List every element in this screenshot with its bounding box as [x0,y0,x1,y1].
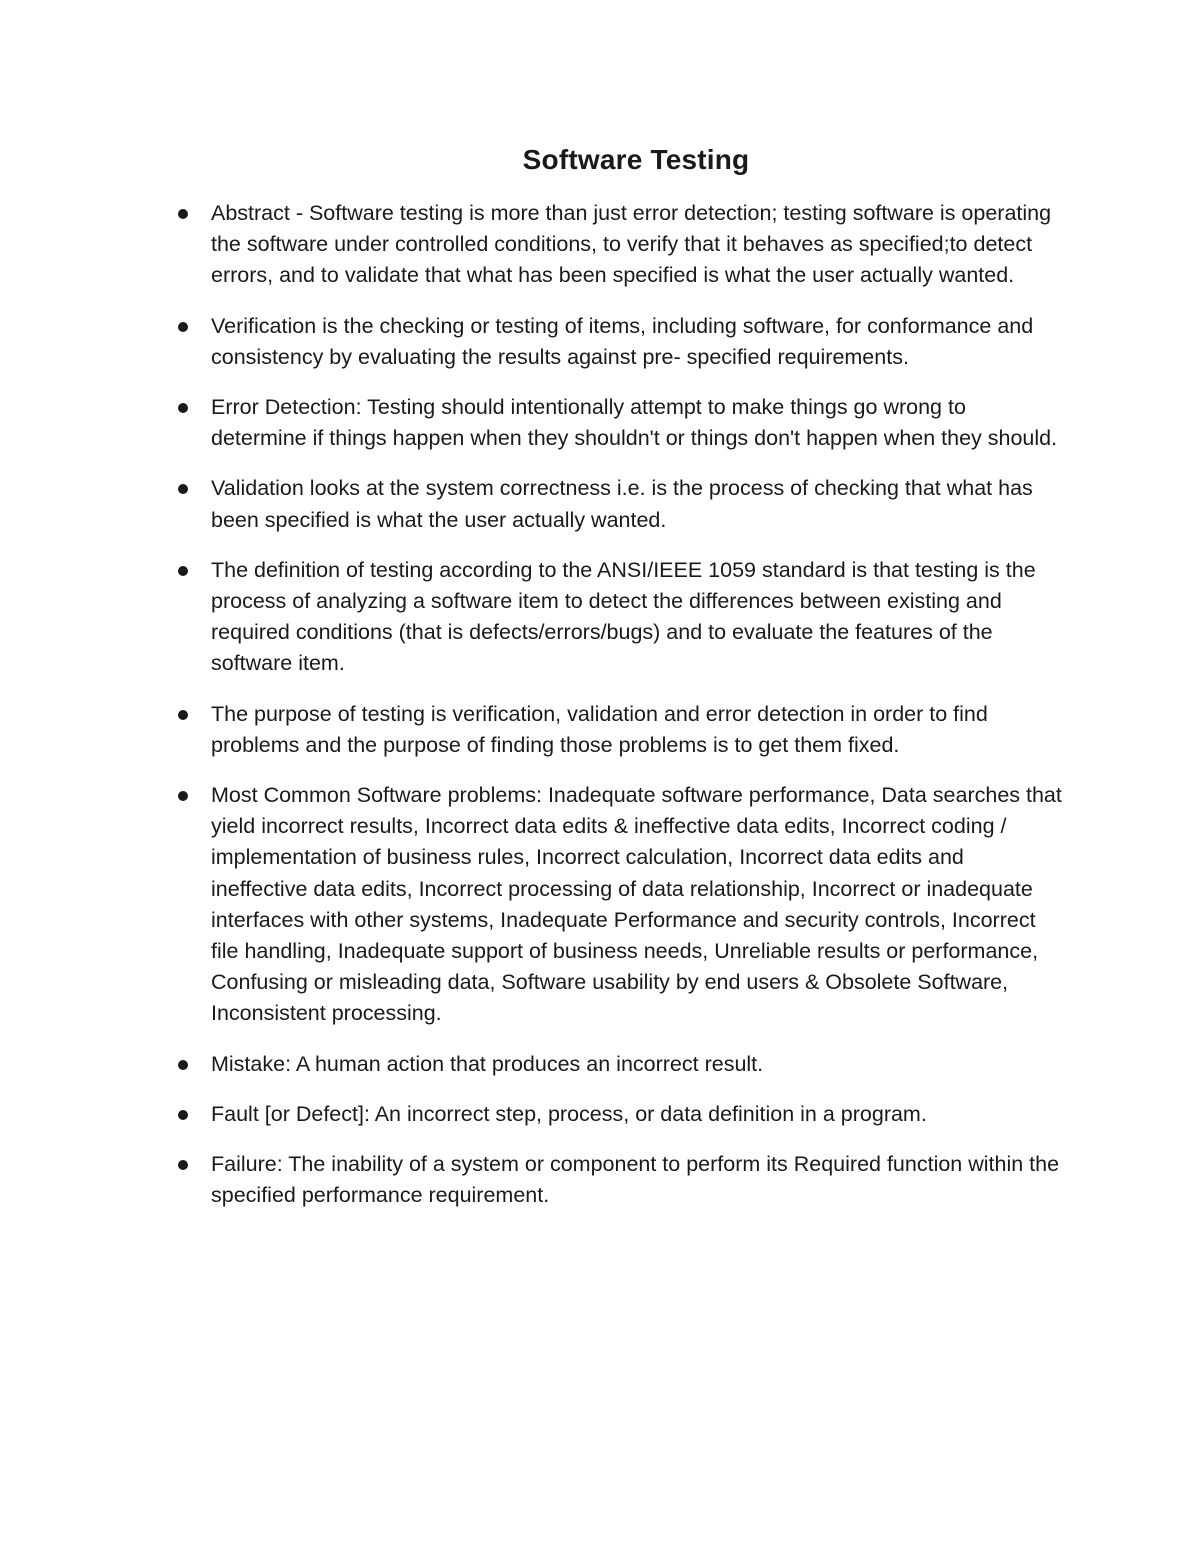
list-item-text: Mistake: A human action that produces an incorrect result. [211,1051,764,1076]
list-item [175,392,1065,454]
page-title: Software Testing [522,144,750,175]
list-item [175,780,1065,1030]
list-item [175,311,1065,373]
bullet-icon [178,566,188,576]
bullet-icon [178,710,188,720]
list-item [175,1049,1065,1080]
bullet-icon [178,322,188,332]
list-item [175,1149,1065,1211]
bullet-icon [178,791,188,801]
list-item [175,473,1065,535]
bullet-icon [178,1060,188,1070]
list-item [175,1099,1065,1130]
bullet-icon [178,1160,188,1170]
list-item-text: Fault [or Defect]: An incorrect step, process, or data definition in a program. [211,1101,927,1126]
bullet-icon [178,403,188,413]
list-item [175,198,1065,292]
list-item-text: Validation looks at the system correctness i.e. is the process of checking that what has been specified is what the user actually wanted. [211,476,1033,532]
bullet-list [175,198,1065,1230]
bullet-icon [178,484,188,494]
list-item-text: Verification is the checking or testing of items, including software, for conformance and consistency by evaluating the results against pre- specified requirements. [211,313,1034,369]
list-item-text: Failure: The inability of a system or component to perform its Required function within the specified performance requirement. [211,1152,1060,1208]
bullet-icon [178,209,188,219]
list-item-text: The definition of testing according to the ANSI/IEEE 1059 standard is that testing is the process of analyzing a software item to detect the differences between existing and required conditions (that is defects/errors/bugs) and to evaluate the features of the software item. [211,557,1036,676]
list-item-text: Most Common Software problems: Inadequate software performance, Data searches that yield incorrect results, Incorrect data edits & ineffective data edits, Incorrect coding / implementation of business rules, Incorrect calculation, Incorrect data edits and ineffective data edits, Incorrect processing of data relationship, Incorrect or inadequate interfaces with other systems, Inadequate Performance and security controls, Incorrect file handling, Inadequate support of business needs, Unreliable results or performance, Confusing or misleading data, Software usability by end users & Obsolete Software, Inconsistent processing. [211,783,1062,1026]
list-item-text: Abstract - Software testing is more than just error detection; testing software is operating the software under controlled conditions, to verify that it behaves as specified;to detect errors, and to validate that what has been specified is what the user actually wanted. [211,201,1052,288]
list-item-text: The purpose of testing is verification, validation and error detection in order to find problems and the purpose of finding those problems is to get them fixed. [211,701,988,757]
bullet-icon [178,1110,188,1120]
list-item-text: Error Detection: Testing should intentionally attempt to make things go wrong to determine if things happen when they shouldn't or things don't happen when they should. [211,395,1058,451]
list-item [175,699,1065,761]
list-item [175,555,1065,680]
